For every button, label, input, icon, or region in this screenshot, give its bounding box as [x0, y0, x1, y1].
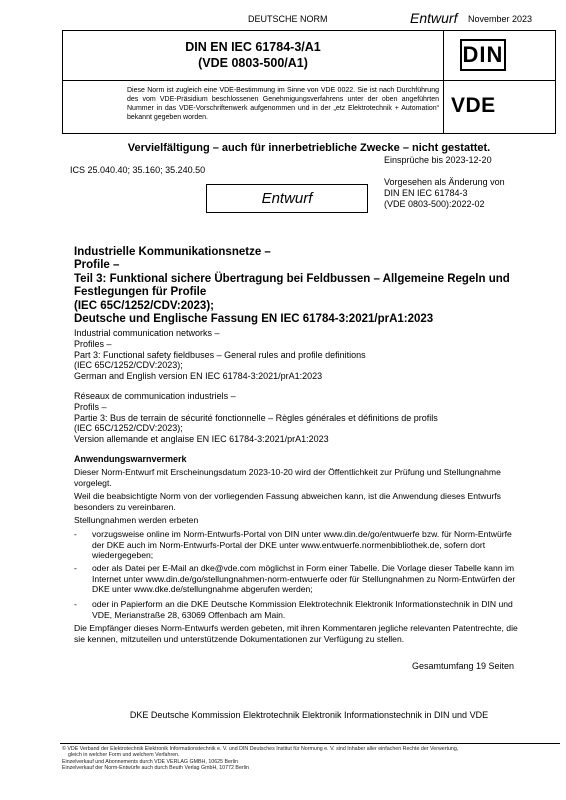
- title-line: Teil 3: Funktional sichere Übertragung bei Feldbussen – Allgemeine Regeln und: [74, 272, 510, 285]
- total-pages: Gesamtumfang 19 Seiten: [412, 661, 515, 671]
- bullet-dash: -: [74, 599, 77, 609]
- draft-stamp: Entwurf: [206, 184, 368, 213]
- title-english: [74, 328, 534, 382]
- title-french: [74, 391, 534, 445]
- vde-logo: VDE: [451, 94, 496, 117]
- title-line: Part 3: Functional safety fieldbuses – General rules and profile definitions: [74, 349, 366, 360]
- objection-deadline: Einsprüche bis 2023-12-20: [384, 155, 492, 165]
- ics-codes: ICS 25.040.40; 35.160; 35.240.50: [70, 165, 206, 175]
- amendment-line: (VDE 0803-500):2022-02: [384, 199, 485, 209]
- standard-header-box: [62, 30, 556, 134]
- publication-date: November 2023: [468, 14, 533, 24]
- box-divider-horizontal: [63, 80, 555, 81]
- title-line: Version allemande et anglaise EN IEC 61784-3:2021/prA1:2023: [74, 434, 329, 445]
- box-divider-vertical: [443, 31, 444, 133]
- list-item: [74, 563, 526, 595]
- din-logo: DIN: [460, 39, 506, 71]
- title-line: Réseaux de communication industriels –: [74, 391, 236, 401]
- title-line: Profils –: [74, 401, 107, 412]
- vde-notice: Diese Norm ist zugleich eine VDE-Bestimmung im Sinne von VDE 0022. Sie ist nach Durchführung des vom VDE-Präsidium beschlossenen Genehmigungsverfahrens unter der oben angeführten Nummer in das VDE-Vorschriftenwerk aufgenommen und in der „etz Elektrotechnik + Automation“ bekannt gegeben worden.: [127, 87, 439, 121]
- title-line: Festlegungen für Profile: [74, 286, 207, 299]
- comments-intro: Stellungnahmen werden erbeten: [74, 515, 199, 525]
- title-line: Partie 3: Bus de terrain de sécurité fonctionnelle – Règles générales et définitions de profils: [74, 412, 438, 423]
- bullet-dash: -: [74, 563, 77, 573]
- amendment-reference: [384, 177, 505, 210]
- footer-line: Einzelverkauf und Abonnements durch VDE VERLAG GMBH, 10625 Berlin: [62, 758, 239, 765]
- list-item-text: oder als Datei per E-Mail an dke@vde.com möglichst in Form einer Tabelle. Die Vorlage dieser Tabelle kann im Internet unter www.din.de/go/stellungnahmen-norm-entwuerfe oder für Stellungnahmen zu Norm-Entwürfen der DKE unter www.dke.de/stellungnahme abgerufen werden;: [92, 563, 516, 595]
- warning-paragraph: Weil die beabsichtigte Norm von der vorliegenden Fassung abweichen kann, ist die Anwendung dieses Entwurfs besonders zu vereinbaren.: [74, 491, 501, 512]
- title-line: Industrial communication networks –: [74, 328, 220, 338]
- title-line: (IEC 65C/1252/CDV:2023);: [74, 299, 214, 312]
- title-line: Deutsche und Englische Fassung EN IEC 61784-3:2021/prA1:2023: [74, 313, 434, 326]
- title-line: Profiles –: [74, 338, 112, 349]
- patent-notice: Die Empfänger dieses Norm-Entwurfs werden gebeten, mit ihren Kommentaren jegliche relevanten Patentrechte, die sie kennen, mitzuteilen und unterstützende Dokumentationen zur Verfügung zu stellen.: [74, 623, 518, 644]
- title-line: German and English version EN IEC 61784-3:2021/prA1:2023: [74, 371, 323, 382]
- list-item: [74, 529, 526, 561]
- title-line: Industrielle Kommunikationsnetze –: [74, 246, 271, 258]
- norm-label: DEUTSCHE NORM: [248, 14, 328, 24]
- footer-copyright: [62, 746, 562, 771]
- warning-paragraph: Dieser Norm-Entwurf mit Erscheinungsdatum 2023-10-20 wird der Öffentlichkeit zur Prüfung und Stellungnahme vorgelegt.: [74, 467, 501, 488]
- standard-number-line2: (VDE 0803-500/A1): [198, 56, 308, 70]
- status-label: Entwurf: [410, 10, 458, 26]
- standard-number-line1: DIN EN IEC 61784-3/A1: [185, 40, 321, 54]
- title-line: Profile –: [74, 259, 120, 272]
- title-line: (IEC 65C/1252/CDV:2023);: [74, 360, 183, 371]
- amendment-line: Vorgesehen als Änderung von: [384, 177, 505, 187]
- standard-number: [63, 39, 443, 71]
- publisher-organization: DKE Deutsche Kommission Elektrotechnik Elektronik Informationstechnik in DIN und VDE: [129, 710, 489, 720]
- title-line: (IEC 65C/1252/CDV:2023);: [74, 423, 183, 434]
- list-item-text: oder in Papierform an die DKE Deutsche Kommission Elektrotechnik Elektronik Informationstechnik in DIN und VDE, Merianstraße 28, 63069 Offenbach am Main.: [92, 599, 513, 620]
- list-item-text: vorzugsweise online im Norm-Entwurfs-Portal von DIN unter www.din.de/go/entwuerfe bzw. für Norm-Entwürfe der DKE auch im Norm-Entwurfs-Portal der DKE unter www.entwuerfe.normenbibliothek.de, sofern dort wiedergegeben;: [92, 529, 512, 561]
- footer-line: gleich in welcher Form und welchem Verfahren.: [68, 752, 180, 759]
- copy-notice: Vervielfältigung – auch für innerbetriebliche Zwecke – nicht gestattet.: [127, 142, 491, 154]
- footer-line: © VDE Verband der Elektrotechnik Elektronik Informationstechnik e. V. und DIN Deutsches Institut für Normung e. V. sind Inhaber aller einfachen Rechte der Verwertung,: [62, 746, 459, 752]
- title-german: [74, 246, 534, 326]
- amendment-line: DIN EN IEC 61784-3: [384, 188, 468, 198]
- warning-heading: Anwendungswarnvermerk: [74, 454, 187, 464]
- bullet-dash: -: [74, 529, 77, 539]
- footer-line: Einzelverkauf der Norm-Entwürfe auch durch Beuth Verlag GmbH, 10772 Berlin: [62, 764, 249, 771]
- list-item: [74, 599, 526, 620]
- footer-divider: [60, 743, 560, 744]
